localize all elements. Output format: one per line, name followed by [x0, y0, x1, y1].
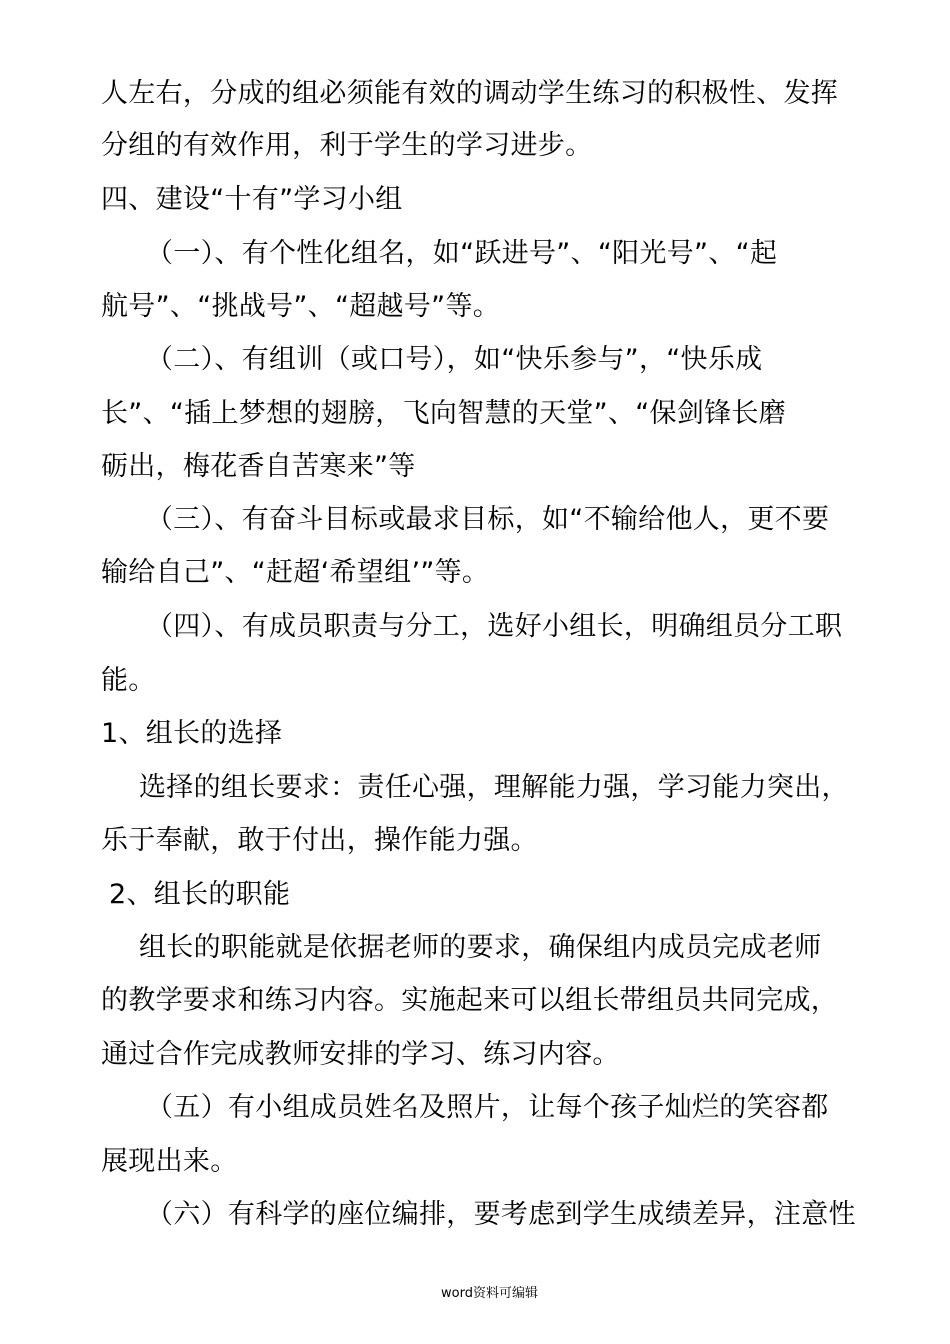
text-line: 分组的有效作用，利于学生的学习进步。 — [101, 130, 593, 161]
text-line: 组长的职能就是依据老师的要求，确保组内成员完成老师 — [139, 932, 822, 963]
subheading: 2、组长的职能 — [109, 879, 291, 910]
section-heading: 四、建设“十有”学习小组 — [101, 184, 403, 215]
text-line: 选择的组长要求：责任心强，理解能力强，学习能力突出， — [139, 772, 849, 803]
text-line: （三）、有奋斗目标或最求目标，如“不输给他人，更不要 — [146, 504, 830, 535]
text-line: （一）、有个性化组名，如“跃进号”、“阳光号”、“起 — [146, 238, 778, 269]
text-line: （二）、有组训（或口号），如“快乐参与”，“快乐成 — [146, 344, 763, 375]
text-line: 长”、“插上梦想的翅膀，飞向智慧的天堂”、“保剑锋长磨 — [101, 398, 787, 429]
text-line: （五）有小组成员姓名及照片，让每个孩子灿烂的笑容都 — [146, 1092, 829, 1123]
text-line: 输给自己”、“赶超‘希望组’”等。 — [101, 557, 490, 588]
subheading: 1、组长的选择 — [101, 718, 283, 749]
text-line: （六）有科学的座位编排，要考虑到学生成绩差异，注意性 — [146, 1199, 856, 1230]
text-line: 乐于奉献，敢于付出，操作能力强。 — [101, 825, 538, 856]
text-line: 能。 — [101, 665, 156, 696]
text-line: 通过合作完成教师安排的学习、练习内容。 — [101, 1039, 620, 1070]
text-line: 的教学要求和练习内容。实施起来可以组长带组员共同完成， — [101, 985, 839, 1016]
text-line: 航号”、“挑战号”、“超越号”等。 — [101, 291, 501, 322]
text-line: 展现出来。 — [101, 1146, 238, 1177]
text-line: 砺出，梅花香自苦寒来”等 — [101, 451, 416, 482]
page-footer: word资料可编辑 — [441, 1286, 538, 1301]
text-line: （四）、有成员职责与分工，选好小组长，明确组员分工职 — [146, 611, 843, 642]
text-line: 人左右，分成的组必须能有效的调动学生练习的积极性、发挥 — [101, 78, 839, 109]
